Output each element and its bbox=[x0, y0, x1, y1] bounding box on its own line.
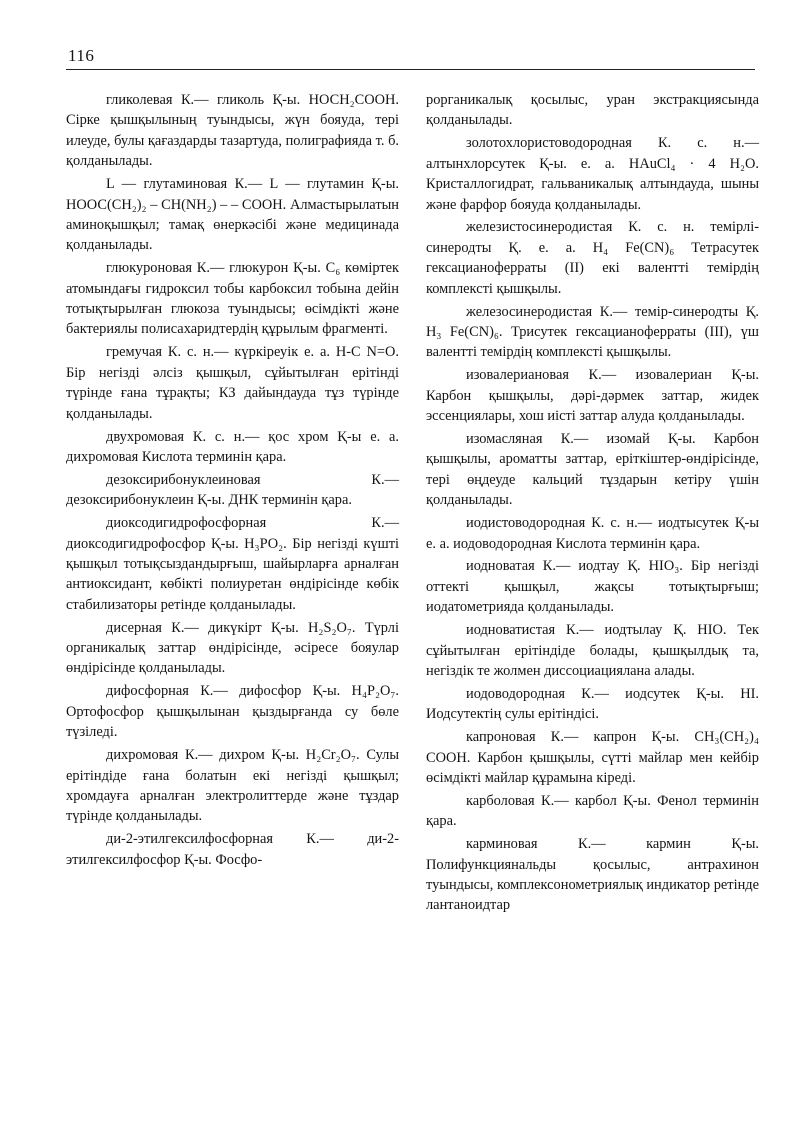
dictionary-entry: дисерная К.— дикүкірт Қ-ы. Н₂S₂О₇. Түрлі органикалық заттар өндірісінде, әсіресе бояулар өндірісінде қолданылады. bbox=[66, 619, 399, 677]
dictionary-entry: гликолевая К.— гликоль Қ-ы. НОСН₂СООН. Сірке қышқылының туындысы, жүн бояуда, тері илеуде, булы қағаздарды тазартуда, полиграфияда т. б. қолданылады. bbox=[66, 92, 399, 170]
dictionary-entry: гремучая К. с. н.— күркіреуік е. а. Н-С N=О. Бір негізді әлсіз қышқыл, сұйытылған ерітінді түрінде ғана тұрақты; КЗ дайындауда тұз түрінде қолданылады. bbox=[66, 344, 399, 422]
dictionary-entry: капроновая К.— капрон Қ-ы. СН₃(СН₂)₄ СООН. Карбон қышқылы, сүтті майлар мен кейбір өсімдікті майлар құрамына кіреді. bbox=[426, 729, 759, 786]
page-number: 116 bbox=[68, 46, 95, 65]
dictionary-entry: иодоводородная К.— иодсутек Қ-ы. НI. Иодсутектің сулы ерітіндісі. bbox=[426, 685, 759, 723]
dictionary-entry: L — глутаминовая К.— L — глутамин Қ-ы. НООС(СН₂)₂ – СН(NН₂) – – СООН. Алмастырылатын аминоқышқыл; тамақ өнеркәсібі және медицинада қолданылады. bbox=[66, 176, 399, 254]
dictionary-entry: железистосинеродистая К. с. н. темірлі-синеродты Қ. е. а. Н₄ Fе(СN)₆ Тетрасутек гексацианоферраты (II) екі валентті темірдің комплексті қышқылы. bbox=[426, 219, 759, 297]
dictionary-entry: иодноватистая К.— иодтылау Қ. НIО. Тек сұйытылған ерітіндіде болады, қышқылдық та, негіздік те жолмен диссоциациялана алады. bbox=[426, 622, 759, 679]
header-rule bbox=[66, 69, 755, 70]
left-column bbox=[66, 90, 399, 873]
dictionary-entry: дифосфорная К.— дифосфор Қ-ы. Н₄Р₂О₇. Ортофосфор қышқылынан қыздырғанда су бөле түзіледі. bbox=[66, 683, 399, 741]
dictionary-entry: глюкуроновая К.— глюкурон Қ-ы. С₆ көміртек атомындағы гидроксил тобы карбоксил тобына дейін тотықтырылған глюкоза туындысы; өсімдікті және бактериялы полисахаридтердің құрылым фрагменті. bbox=[66, 260, 399, 338]
dictionary-entry-continued: рорганикалық қосылыс, уран экстракциясында қолданылады. bbox=[426, 92, 759, 129]
dictionary-entry: карминовая К.— кармин Қ-ы. Полифункциянальды қосылыс, антрахинон туындысы, комплексонометриялық индикатор ретінде лантаноидтар bbox=[426, 836, 759, 914]
right-column bbox=[426, 90, 759, 918]
dictionary-entry: двухромовая К. с. н.— қос хром Қ-ы е. а. дихромовая Кислота терминін қара. bbox=[66, 428, 399, 465]
dictionary-entry: изовалериановая К.— изовалериан Қ-ы. Карбон қышқылы, дәрі-дәрмек заттар, жидек эссенциялары, хош иісті заттар алуда қолданылады. bbox=[426, 367, 759, 425]
dictionary-entry: изомасляная К.— изомай Қ-ы. Карбон қышқылы, ароматты заттар, еріткіштер-өндірісінде, тері өңдеуде кальций тұздарын кетіру үшін қолданылады. bbox=[426, 431, 759, 509]
dictionary-entry: железосинеродистая К.— темір-синеродты Қ. Н₃ Fе(СN)₆. Трисутек гексацианоферраты (III), үш валентті темірдің комплексті қышқылы. bbox=[426, 303, 759, 361]
dictionary-entry: дихромовая К.— дихром Қ-ы. Н₂Сr₂О₇. Сулы ерітіндіде ғана болатын екі негізді қышқыл; хромдауға арналған электролиттерде және тұздар түрінде қолданылады. bbox=[66, 747, 399, 825]
dictionary-entry: дезоксирибонуклеиновая К.— дезоксирибонуклеин Қ-ы. ДНК терминін қара. bbox=[66, 471, 399, 509]
dictionary-entry: карболовая К.— карбол Қ-ы. Фенол терминін қара. bbox=[426, 792, 759, 830]
dictionary-entry: золотохлористоводородная К. с. н.— алтынхлорсутек Қ-ы. е. а. НАuСl₄ · 4 Н₂О. Кристаллогидрат, гальваникалық алтындауда, шыны және фарфор бояуда қолданылады. bbox=[426, 135, 759, 213]
dictionary-entry: диоксодигидрофосфорная К.— диоксодигидрофосфор Қ-ы. Н₃РО₂. Бір негізді күшті қышқыл тотықсыздандырғыш, шайырларға арналған антиоксидант, көбікті полиуретан өндірісінде көбік стабилизаторы ретінде қолданылады. bbox=[66, 515, 399, 613]
dictionary-entry: ди-2-этилгексилфосфорная К.— ди-2-этилгексилфосфор Қ-ы. Фосфо- bbox=[66, 831, 399, 868]
dictionary-entry: иодистоводородная К. с. н.— иодтысутек Қ-ы е. а. иодоводородная Кислота терминін қара. bbox=[426, 515, 759, 552]
dictionary-entry: иодноватая К.— иодтау Қ. НIО₃. Бір негізді оттекті қышқыл, жақсы тотықтырғыш; иодатометрияда қолданылады. bbox=[426, 558, 759, 616]
